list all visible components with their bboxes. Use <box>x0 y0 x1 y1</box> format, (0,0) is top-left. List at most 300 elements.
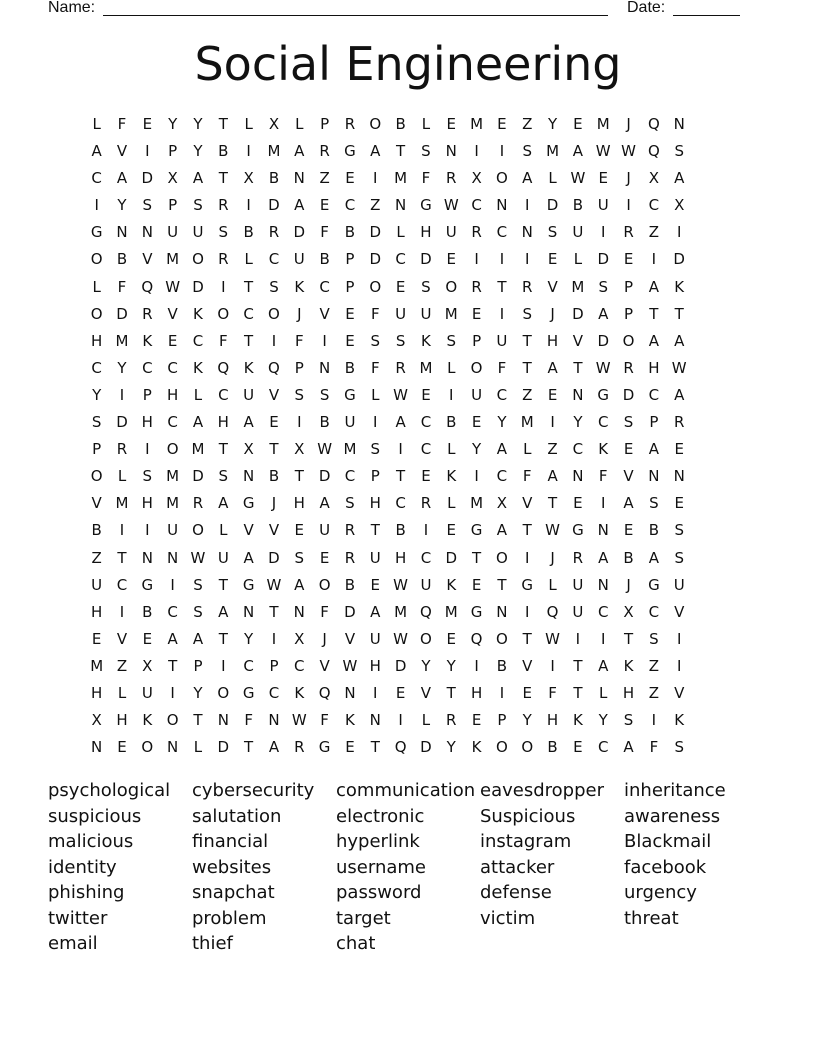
grid-letter[interactable]: D <box>192 277 204 296</box>
grid-letter[interactable]: Y <box>92 385 102 404</box>
grid-letter[interactable]: N <box>141 548 153 567</box>
grid-letter[interactable]: U <box>369 548 381 567</box>
grid-letter[interactable]: H <box>420 223 432 242</box>
grid-letter[interactable]: F <box>117 115 127 133</box>
grid-letter[interactable]: L <box>117 683 127 702</box>
grid-letter[interactable]: N <box>243 602 255 621</box>
grid-letter[interactable]: U <box>192 223 204 242</box>
grid-letter[interactable]: E <box>345 304 355 323</box>
grid-letter[interactable]: O <box>90 250 103 269</box>
grid-letter[interactable]: A <box>294 575 305 594</box>
grid-letter[interactable]: L <box>92 115 101 133</box>
grid-letter[interactable]: A <box>268 738 280 757</box>
grid-letter[interactable]: R <box>344 521 356 540</box>
grid-letter[interactable]: H <box>91 683 103 702</box>
grid-letter[interactable]: A <box>674 331 685 350</box>
grid-letter[interactable]: O <box>217 683 230 702</box>
grid-letter[interactable]: Z <box>547 440 558 459</box>
grid-letter[interactable]: Y <box>244 629 254 648</box>
grid-letter[interactable]: T <box>396 467 406 486</box>
grid-letter[interactable]: M <box>90 656 104 675</box>
grid-letter[interactable]: M <box>166 250 180 269</box>
grid-letter[interactable]: I <box>474 250 479 269</box>
grid-letter[interactable]: I <box>297 413 302 432</box>
grid-letter[interactable]: I <box>119 521 125 540</box>
grid-letter[interactable]: E <box>345 169 355 188</box>
grid-letter[interactable]: X <box>243 440 254 459</box>
grid-letter[interactable]: U <box>471 385 483 404</box>
grid-letter[interactable]: B <box>648 521 660 540</box>
grid-letter[interactable]: Y <box>446 738 456 757</box>
grid-letter[interactable]: C <box>243 656 254 675</box>
grid-letter[interactable]: E <box>446 250 456 269</box>
grid-letter[interactable]: I <box>398 711 403 730</box>
grid-letter[interactable]: D <box>344 602 356 621</box>
grid-letter[interactable]: D <box>420 250 432 269</box>
grid-letter[interactable]: N <box>572 385 584 404</box>
grid-letter[interactable]: D <box>445 548 458 567</box>
grid-letter[interactable]: U <box>141 683 153 702</box>
date-field[interactable] <box>673 15 740 16</box>
grid-letter[interactable]: C <box>218 385 229 404</box>
grid-letter[interactable]: N <box>293 169 305 188</box>
grid-letter[interactable]: S <box>649 629 659 648</box>
grid-letter[interactable]: B <box>395 521 406 540</box>
grid-letter[interactable]: Z <box>319 169 330 188</box>
grid-letter[interactable]: G <box>470 521 483 540</box>
grid-letter[interactable]: Z <box>648 656 660 675</box>
grid-letter[interactable]: H <box>546 711 559 730</box>
grid-letter[interactable]: Q <box>318 683 331 702</box>
grid-letter[interactable]: Q <box>141 277 154 296</box>
grid-letter[interactable]: C <box>91 169 102 188</box>
grid-letter[interactable]: V <box>268 385 280 404</box>
grid-letter[interactable]: G <box>521 575 534 594</box>
grid-letter[interactable]: D <box>293 223 306 242</box>
grid-letter[interactable]: B <box>91 521 102 540</box>
grid-letter[interactable]: T <box>649 304 659 323</box>
grid-letter[interactable]: Q <box>268 358 280 377</box>
grid-letter[interactable]: I <box>145 440 150 459</box>
grid-letter[interactable]: A <box>623 494 634 513</box>
grid-letter[interactable]: I <box>246 196 251 215</box>
grid-letter[interactable]: E <box>522 683 532 702</box>
grid-letter[interactable]: C <box>648 602 660 621</box>
grid-letter[interactable]: U <box>167 223 179 242</box>
grid-letter[interactable]: I <box>170 575 175 594</box>
grid-letter[interactable]: T <box>573 358 583 377</box>
grid-letter[interactable]: O <box>90 304 103 323</box>
grid-letter[interactable]: T <box>269 602 279 621</box>
grid-letter[interactable]: I <box>119 385 125 404</box>
grid-letter[interactable]: C <box>142 358 153 377</box>
grid-letter[interactable]: I <box>601 629 606 648</box>
grid-letter[interactable]: T <box>547 494 558 513</box>
grid-letter[interactable]: O <box>521 738 534 757</box>
grid-letter[interactable]: B <box>572 196 584 215</box>
grid-letter[interactable]: S <box>142 467 153 486</box>
grid-letter[interactable]: D <box>622 385 635 404</box>
grid-letter[interactable]: N <box>521 223 533 242</box>
grid-letter[interactable]: T <box>269 440 279 459</box>
grid-letter[interactable]: N <box>344 683 356 702</box>
grid-letter[interactable]: T <box>396 142 406 161</box>
grid-letter[interactable]: E <box>446 629 456 648</box>
grid-letter[interactable]: S <box>345 494 355 513</box>
grid-letter[interactable]: M <box>191 440 205 459</box>
grid-letter[interactable]: C <box>243 304 254 323</box>
grid-letter[interactable]: Q <box>546 602 559 621</box>
grid-letter[interactable]: R <box>268 223 280 242</box>
grid-letter[interactable]: I <box>221 656 226 675</box>
grid-letter[interactable]: M <box>596 115 610 133</box>
grid-letter[interactable]: A <box>294 142 305 161</box>
grid-letter[interactable]: E <box>573 738 583 757</box>
grid-letter[interactable]: U <box>572 223 584 242</box>
grid-letter[interactable]: S <box>193 575 203 594</box>
grid-letter[interactable]: D <box>268 196 280 215</box>
grid-letter[interactable]: N <box>217 711 229 730</box>
grid-letter[interactable]: K <box>294 277 305 296</box>
grid-letter[interactable]: T <box>522 331 532 350</box>
grid-letter[interactable]: P <box>142 385 152 404</box>
grid-letter[interactable]: F <box>421 169 431 188</box>
grid-letter[interactable]: M <box>166 494 180 513</box>
grid-letter[interactable]: A <box>167 629 178 648</box>
grid-letter[interactable]: I <box>145 521 150 540</box>
grid-letter[interactable]: V <box>623 467 634 486</box>
grid-letter[interactable]: I <box>373 169 378 188</box>
grid-letter[interactable]: I <box>271 629 277 648</box>
grid-letter[interactable]: O <box>420 629 432 648</box>
grid-letter[interactable]: F <box>294 331 304 350</box>
grid-letter[interactable]: P <box>624 277 634 296</box>
grid-letter[interactable]: R <box>218 196 229 215</box>
grid-letter[interactable]: A <box>319 494 330 513</box>
grid-letter[interactable]: B <box>395 115 406 133</box>
grid-letter[interactable]: S <box>446 331 457 350</box>
grid-letter[interactable]: E <box>471 575 482 594</box>
grid-letter[interactable]: S <box>421 277 431 296</box>
grid-letter[interactable]: M <box>343 440 357 459</box>
grid-letter[interactable]: E <box>674 440 684 459</box>
grid-letter[interactable]: E <box>446 115 456 133</box>
grid-letter[interactable]: T <box>218 575 228 594</box>
grid-letter[interactable]: C <box>268 683 280 702</box>
grid-letter[interactable]: E <box>573 494 583 513</box>
grid-letter[interactable]: V <box>319 304 330 323</box>
grid-letter[interactable]: C <box>268 250 280 269</box>
grid-letter[interactable]: X <box>674 196 685 215</box>
grid-letter[interactable]: B <box>319 413 330 432</box>
grid-letter[interactable]: B <box>496 656 508 675</box>
grid-letter[interactable]: K <box>471 738 482 757</box>
grid-letter[interactable]: M <box>115 331 129 350</box>
grid-letter[interactable]: H <box>622 683 635 702</box>
grid-letter[interactable]: S <box>674 548 684 567</box>
grid-letter[interactable]: N <box>116 223 128 242</box>
grid-letter[interactable]: G <box>242 494 255 513</box>
grid-letter[interactable]: V <box>116 629 128 648</box>
grid-letter[interactable]: W <box>393 575 409 594</box>
grid-letter[interactable]: G <box>597 385 610 404</box>
grid-letter[interactable]: P <box>472 331 482 350</box>
grid-letter[interactable]: K <box>572 711 583 730</box>
grid-letter[interactable]: P <box>624 304 634 323</box>
grid-letter[interactable]: I <box>221 277 226 296</box>
grid-letter[interactable]: R <box>344 548 356 567</box>
grid-letter[interactable]: V <box>91 494 102 513</box>
grid-letter[interactable]: L <box>548 169 557 188</box>
grid-letter[interactable]: D <box>369 223 382 242</box>
grid-letter[interactable]: G <box>242 683 255 702</box>
grid-letter[interactable]: Q <box>420 602 432 621</box>
grid-letter[interactable]: M <box>115 494 129 513</box>
grid-letter[interactable]: X <box>142 656 153 675</box>
grid-letter[interactable]: D <box>369 250 382 269</box>
grid-letter[interactable]: S <box>218 467 229 486</box>
grid-letter[interactable]: T <box>522 629 532 648</box>
grid-letter[interactable]: F <box>370 304 380 323</box>
grid-letter[interactable]: E <box>294 521 305 540</box>
grid-letter[interactable]: U <box>395 304 407 323</box>
grid-letter[interactable]: E <box>547 385 558 404</box>
grid-letter[interactable]: H <box>91 602 103 621</box>
grid-letter[interactable]: W <box>595 142 611 161</box>
grid-letter[interactable]: E <box>471 304 482 323</box>
grid-letter[interactable]: U <box>420 304 432 323</box>
grid-letter[interactable]: F <box>548 683 557 702</box>
grid-letter[interactable]: H <box>470 683 483 702</box>
grid-letter[interactable]: A <box>192 413 204 432</box>
grid-letter[interactable]: M <box>546 142 560 161</box>
grid-letter[interactable]: N <box>369 711 381 730</box>
grid-letter[interactable]: L <box>92 277 101 296</box>
grid-letter[interactable]: P <box>168 142 178 161</box>
grid-letter[interactable]: Z <box>648 223 660 242</box>
grid-letter[interactable]: I <box>398 440 403 459</box>
grid-letter[interactable]: E <box>421 467 431 486</box>
grid-letter[interactable]: I <box>651 250 657 269</box>
grid-letter[interactable]: T <box>370 521 380 540</box>
grid-letter[interactable]: H <box>91 331 103 350</box>
grid-letter[interactable]: Z <box>522 385 533 404</box>
grid-letter[interactable]: N <box>268 711 280 730</box>
grid-letter[interactable]: X <box>648 169 660 188</box>
grid-letter[interactable]: T <box>218 440 228 459</box>
grid-letter[interactable]: F <box>117 277 127 296</box>
grid-letter[interactable]: C <box>395 494 406 513</box>
grid-letter[interactable]: A <box>243 548 254 567</box>
grid-letter[interactable]: W <box>595 358 611 377</box>
grid-letter[interactable]: C <box>496 385 508 404</box>
grid-letter[interactable]: W <box>393 629 409 648</box>
grid-letter[interactable]: W <box>545 521 560 540</box>
grid-letter[interactable]: K <box>674 711 685 730</box>
grid-letter[interactable]: T <box>623 629 634 648</box>
grid-letter[interactable]: C <box>496 467 508 486</box>
grid-letter[interactable]: C <box>648 385 660 404</box>
grid-letter[interactable]: I <box>525 250 530 269</box>
grid-letter[interactable]: F <box>244 711 253 730</box>
grid-letter[interactable]: K <box>243 358 254 377</box>
grid-letter[interactable]: O <box>369 115 382 133</box>
grid-letter[interactable]: T <box>522 521 532 540</box>
grid-letter[interactable]: C <box>167 602 178 621</box>
grid-letter[interactable]: N <box>167 738 179 757</box>
grid-letter[interactable]: S <box>674 521 684 540</box>
grid-letter[interactable]: O <box>141 738 154 757</box>
grid-letter[interactable]: Y <box>421 656 431 675</box>
grid-letter[interactable]: S <box>269 277 279 296</box>
grid-letter[interactable]: I <box>474 467 479 486</box>
grid-letter[interactable]: K <box>674 277 685 296</box>
grid-letter[interactable]: Y <box>193 142 203 161</box>
grid-letter[interactable]: S <box>649 494 659 513</box>
grid-letter[interactable]: A <box>623 738 634 757</box>
grid-letter[interactable]: C <box>572 440 584 459</box>
grid-letter[interactable]: Q <box>217 358 230 377</box>
grid-letter[interactable]: D <box>116 304 128 323</box>
grid-letter[interactable]: D <box>420 738 432 757</box>
grid-letter[interactable]: S <box>395 331 406 350</box>
grid-letter[interactable]: E <box>623 250 634 269</box>
grid-letter[interactable]: W <box>190 548 206 567</box>
grid-letter[interactable]: E <box>319 196 330 215</box>
grid-letter[interactable]: M <box>166 467 180 486</box>
grid-letter[interactable]: T <box>573 683 583 702</box>
grid-letter[interactable]: G <box>318 738 331 757</box>
grid-letter[interactable]: T <box>294 467 304 486</box>
grid-letter[interactable]: Y <box>522 711 532 730</box>
grid-letter[interactable]: Y <box>193 115 203 133</box>
grid-letter[interactable]: N <box>673 467 685 486</box>
grid-letter[interactable]: O <box>268 304 280 323</box>
grid-letter[interactable]: L <box>371 385 380 404</box>
grid-letter[interactable]: W <box>443 196 459 215</box>
grid-letter[interactable]: M <box>571 277 585 296</box>
grid-letter[interactable]: I <box>525 548 530 567</box>
grid-letter[interactable]: A <box>598 656 609 675</box>
grid-letter[interactable]: I <box>525 196 530 215</box>
grid-letter[interactable]: A <box>294 196 305 215</box>
grid-letter[interactable]: Y <box>472 440 482 459</box>
grid-letter[interactable]: B <box>446 413 457 432</box>
grid-letter[interactable]: A <box>572 142 584 161</box>
grid-letter[interactable]: R <box>673 413 685 432</box>
grid-letter[interactable]: T <box>218 115 228 133</box>
grid-letter[interactable]: V <box>522 494 533 513</box>
grid-letter[interactable]: X <box>243 169 254 188</box>
grid-letter[interactable]: M <box>394 602 408 621</box>
grid-letter[interactable]: H <box>217 413 229 432</box>
grid-letter[interactable]: I <box>499 683 505 702</box>
grid-letter[interactable]: G <box>648 575 660 594</box>
grid-letter[interactable]: I <box>170 683 175 702</box>
grid-letter[interactable]: U <box>597 196 609 215</box>
grid-letter[interactable]: T <box>370 738 380 757</box>
grid-letter[interactable]: H <box>546 331 559 350</box>
grid-letter[interactable]: V <box>116 142 128 161</box>
grid-letter[interactable]: S <box>598 277 608 296</box>
grid-letter[interactable]: I <box>474 656 479 675</box>
grid-letter[interactable]: S <box>674 738 684 757</box>
grid-letter[interactable]: R <box>522 277 533 296</box>
grid-letter[interactable]: K <box>446 575 457 594</box>
grid-letter[interactable]: J <box>297 304 302 323</box>
grid-letter[interactable]: L <box>396 223 405 242</box>
grid-letter[interactable]: A <box>91 142 102 161</box>
grid-letter[interactable]: A <box>674 169 685 188</box>
grid-letter[interactable]: I <box>499 142 505 161</box>
grid-letter[interactable]: I <box>373 683 378 702</box>
grid-letter[interactable]: O <box>217 304 230 323</box>
grid-letter[interactable]: V <box>522 656 533 675</box>
grid-letter[interactable]: K <box>446 467 457 486</box>
grid-letter[interactable]: E <box>91 629 102 648</box>
grid-letter[interactable]: R <box>623 223 634 242</box>
grid-letter[interactable]: J <box>271 494 277 513</box>
name-field[interactable] <box>103 15 608 16</box>
grid-letter[interactable]: S <box>522 142 532 161</box>
grid-letter[interactable]: U <box>243 385 255 404</box>
grid-letter[interactable]: S <box>193 602 203 621</box>
grid-letter[interactable]: G <box>470 602 483 621</box>
grid-letter[interactable]: O <box>369 277 382 296</box>
grid-letter[interactable]: E <box>598 169 608 188</box>
grid-letter[interactable]: R <box>142 304 153 323</box>
grid-letter[interactable]: C <box>420 413 432 432</box>
grid-letter[interactable]: O <box>445 277 458 296</box>
grid-letter[interactable]: C <box>420 548 432 567</box>
grid-letter[interactable]: B <box>142 602 153 621</box>
grid-letter[interactable]: L <box>573 250 583 269</box>
grid-letter[interactable]: L <box>421 115 431 133</box>
grid-letter[interactable]: O <box>166 711 179 730</box>
grid-letter[interactable]: B <box>344 575 356 594</box>
grid-letter[interactable]: H <box>141 494 153 513</box>
grid-letter[interactable]: S <box>421 142 431 161</box>
grid-letter[interactable]: E <box>446 521 456 540</box>
grid-letter[interactable]: F <box>598 467 608 486</box>
grid-letter[interactable]: O <box>496 738 508 757</box>
grid-letter[interactable]: B <box>268 169 280 188</box>
grid-letter[interactable]: E <box>471 711 482 730</box>
grid-letter[interactable]: D <box>318 467 331 486</box>
grid-letter[interactable]: H <box>648 358 660 377</box>
grid-letter[interactable]: R <box>319 142 330 161</box>
grid-letter[interactable]: A <box>496 521 508 540</box>
grid-letter[interactable]: S <box>674 142 684 161</box>
grid-letter[interactable]: V <box>167 304 178 323</box>
grid-letter[interactable]: O <box>192 250 204 269</box>
grid-letter[interactable]: I <box>575 629 581 648</box>
grid-letter[interactable]: T <box>244 277 254 296</box>
grid-letter[interactable]: H <box>141 413 153 432</box>
grid-letter[interactable]: T <box>674 304 684 323</box>
grid-letter[interactable]: S <box>218 223 229 242</box>
grid-letter[interactable]: L <box>219 521 228 540</box>
grid-letter[interactable]: O <box>496 629 508 648</box>
grid-letter[interactable]: E <box>573 115 583 133</box>
grid-letter[interactable]: H <box>293 494 305 513</box>
grid-letter[interactable]: F <box>320 223 329 242</box>
grid-letter[interactable]: R <box>446 169 457 188</box>
grid-letter[interactable]: C <box>116 575 128 594</box>
grid-letter[interactable]: U <box>445 223 457 242</box>
grid-letter[interactable]: K <box>421 331 431 350</box>
grid-letter[interactable]: A <box>218 602 229 621</box>
